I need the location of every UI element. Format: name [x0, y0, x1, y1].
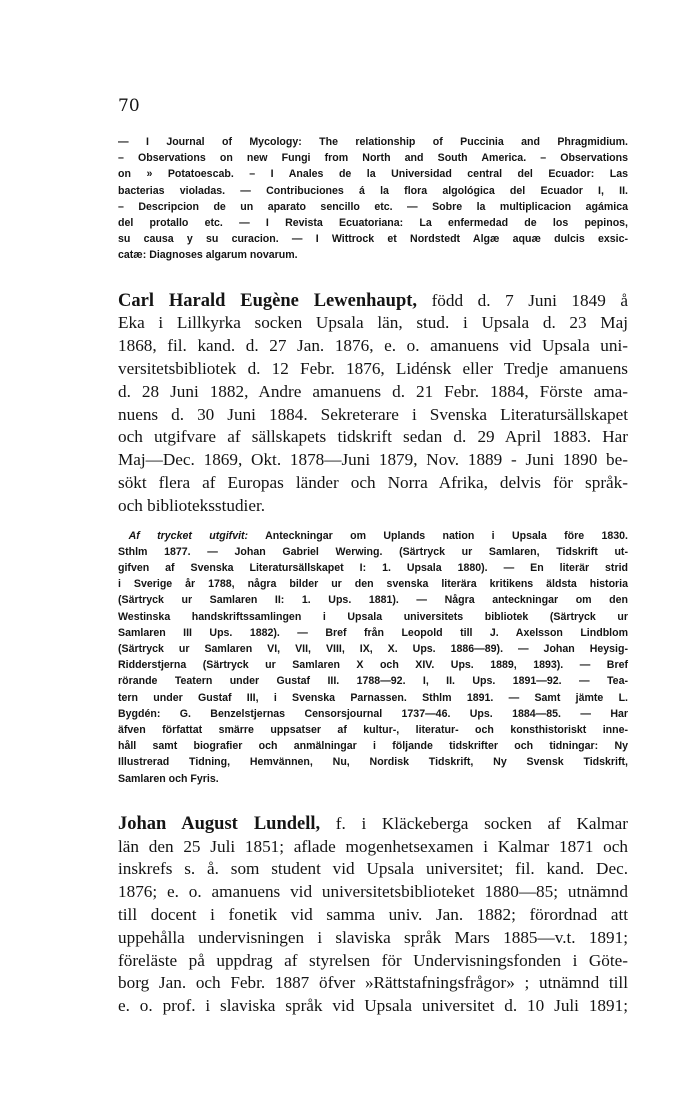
biography-entry-lewenhaupt: [118, 290, 628, 787]
biography-line: län den 25 Juli 1851; aflade mogenhetsexamen i Kalmar 1871 och: [118, 836, 628, 856]
biography-line: Eka i Lillkyrka socken Upsala län, stud. i Upsala d. 23 Maj: [118, 313, 628, 333]
page-number: 70: [118, 96, 140, 116]
intro-bibliography: [118, 134, 628, 264]
biography-text: [118, 813, 628, 1018]
intro-line: – Observations on new Fungi from North and South America. – Observations: [118, 152, 628, 165]
biography-line: d. 28 Juni 1882, Andre amanuens d. 21 Febr. 1884, Förste ama-: [118, 381, 628, 401]
biography-line: 1868, fil. kand. d. 27 Jan. 1876, e. o. amanuens vid Upsala uni-: [118, 336, 628, 356]
biography-line: Maj—Dec. 1869, Okt. 1878—Juni 1879, Nov. 1889 - Juni 1890 be-: [118, 450, 628, 470]
intro-line: – Descripcion de un aparato sencillo etc. — Sobre la multiplicacion agámica: [118, 200, 628, 213]
publication-first-line: [118, 528, 628, 544]
intro-line: catæ: Diagnoses algarum novarum.: [118, 249, 298, 262]
intro-line: su causa y su curacion. — I Wittrock et Nordstedt Algæ aquæ dulcis exsic-: [118, 233, 628, 246]
biography-first-line: [118, 290, 628, 313]
biography-line-rest: f. i Kläckeberga socken af Kalmar: [320, 813, 628, 833]
publication-line: (Särtryck ur Samlaren II: 1. Ups. 1881). — Några anteckningar om den: [118, 594, 628, 607]
biography-first-line: [118, 813, 628, 836]
person-name: Johan August Lundell,: [118, 813, 321, 834]
publication-line: tern under Gustaf III, i Svenska Parnassen. Sthlm 1891. — Samt jämte L.: [118, 691, 628, 704]
biography-line: föreläste på uppdrag af styrelsen för Undervisningsfonden i Göte-: [118, 950, 628, 970]
biography-line: e. o. prof. i slaviska språk vid Upsala universitet d. 10 Juli 1891;: [118, 996, 628, 1016]
intro-line: on » Potatoescab. – I Anales de la Universidad central del Ecuador: Las: [118, 168, 628, 181]
biography-line: 1876; e. o. amanuens vid universitetsbiblioteket 1880—85; utnämnd: [118, 882, 628, 902]
publication-line-rest: Anteckningar om Uplands nation i Upsala före 1830.: [248, 529, 628, 542]
biography-line: och utgifvare af sällskapets tidskrift sedan d. 29 April 1883. Har: [118, 427, 628, 447]
publication-line: (Särtryck ur Samlaren VI, VII, VIII, IX, X. Ups. 1886—89). — Johan Heysig-: [118, 643, 628, 656]
document-page: [118, 96, 628, 1018]
publication-line: Westinska handskriftssamlingen i Upsala universitets bibliotek (Särtryck ur: [118, 610, 628, 623]
intro-line: del protallo etc. — I Revista Ecuatoriana: La enfermedad de los pepinos,: [118, 217, 628, 230]
intro-line: — I Journal of Mycology: The relationship of Puccinia and Phragmidium.: [118, 136, 628, 148]
biography-line: versitetsbibliotek d. 12 Febr. 1876, Lidénsk eller Tredje amanuens: [118, 359, 628, 379]
publication-list: [118, 528, 628, 787]
person-name: Carl Harald Eugène Lewenhaupt,: [118, 290, 418, 311]
publication-line: Ridderstjerna (Särtryck ur Samlaren X och XIV. Ups. 1889, 1893). — Bref: [118, 659, 628, 672]
publication-line: Samlaren och Fyris.: [118, 772, 219, 785]
biography-line: borg Jan. och Febr. 1887 öfver »Rättstafningsfrågor» ; utnämnd till: [118, 973, 628, 993]
publication-line: Samlaren III Ups. 1882). — Bref från Leopold till J. Axelsson Lindblom: [118, 626, 628, 639]
biography-line: sökt flera af Europas länder och Norra Afrika, delvis för språk-: [118, 473, 628, 492]
biography-line: inskrefs s. å. som student vid Upsala universitet; fil. kand. Dec.: [118, 859, 628, 879]
publication-line: Sthlm 1877. — Johan Gabriel Werwing. (Särtryck ur Samlaren, Tidskrift ut-: [118, 545, 628, 558]
publication-line: rörande Teatern under Gustaf III. 1788—92. I, II. Ups. 1891—92. — Tea-: [118, 675, 628, 688]
intro-line: bacterias violadas. — Contribuciones á la flora algológica del Ecuador I, II.: [118, 184, 628, 197]
publication-line: gifven af Svenska Literatursällskapet I: 1. Upsala 1880). — En literär strid: [118, 562, 628, 574]
biography-line-rest: född d. 7 Juni 1849 å: [417, 290, 628, 310]
biography-text: [118, 290, 628, 518]
publication-line: Bygdén: G. Benzelstjernas Censorsjournal 1737—46. Ups. 1884—85. — Har: [118, 707, 628, 720]
biography-line: till docent i fonetik vid samma univ. Jan. 1882; förordnad att: [118, 905, 628, 925]
biography-line: och biblioteksstudier.: [118, 495, 266, 515]
publication-line: Illustrerad Tidning, Hemvännen, Nu, Nordisk Tidskrift, Ny Svensk Tidskrift,: [118, 756, 628, 769]
biography-line: nuens d. 30 Juni 1884. Sekreterare i Svenska Literatursällskapet: [118, 404, 628, 424]
biography-line: uppehålla undervisningen i slaviska språk Mars 1885—v.t. 1891;: [118, 927, 628, 947]
publication-lead: Af trycket utgifvit:: [128, 529, 249, 542]
publication-line: i Sverige år 1788, några bilder ur den svenska literära kritikens äldsta historia: [118, 578, 628, 591]
publication-line: äfven författat smärre uppsatser af kultur-, literatur- och konsthistoriskt inne-: [118, 724, 628, 737]
publication-line: håll samt biografier och anmälningar i följande tidskrifter och tidningar: Ny: [118, 740, 628, 753]
biography-entry-lundell: [118, 813, 628, 1018]
